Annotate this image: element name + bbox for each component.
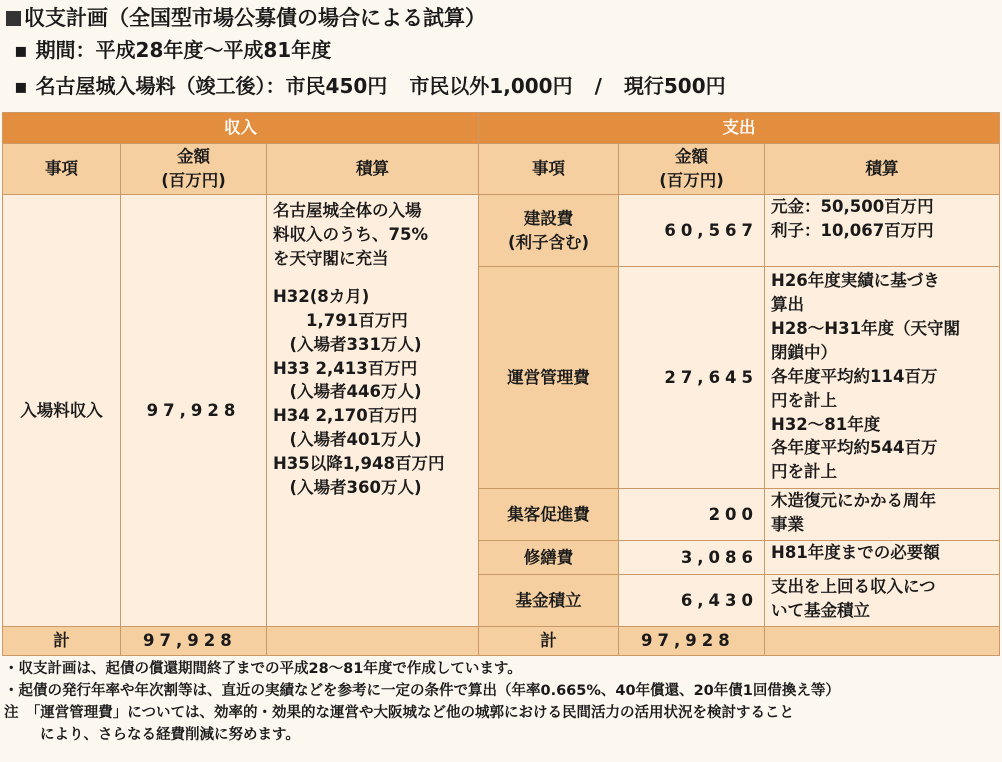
- budget-table: [2, 112, 1000, 656]
- expense-header: 支出: [479, 113, 1000, 144]
- bullet-icon: ▪: [14, 38, 28, 62]
- expense-amount-repair: 3,086: [619, 541, 765, 575]
- text-line: 修繕費: [523, 547, 574, 567]
- amount-header-line1: 金額: [177, 147, 210, 167]
- text-line: 事業: [771, 514, 805, 534]
- text-line: 各年度平均約544百万: [771, 438, 938, 458]
- text-line: (入場者401万人): [273, 430, 422, 450]
- fee-line: [14, 70, 726, 99]
- text-line: H28～H31年度（天守閣: [771, 318, 961, 338]
- income-total-label: 計: [3, 627, 121, 656]
- expense-col-item: 事項: [479, 144, 619, 195]
- text-line: 木造復元にかかる周年: [771, 491, 937, 510]
- text-line: H35以降1,948百万円: [273, 454, 445, 474]
- text-line: H33 2,413百万円: [273, 358, 418, 378]
- expense-calc-construction: [765, 195, 1000, 267]
- expense-total-amount: 97,928: [619, 627, 765, 656]
- amount-header-line1: 金額: [675, 147, 709, 167]
- income-col-item: 事項: [3, 144, 121, 195]
- expense-calc-repair: [765, 541, 1000, 575]
- text-line: (入場者446万人): [273, 382, 422, 402]
- text-line: H32(8カ月): [273, 286, 370, 306]
- expense-col-calc: 積算: [765, 144, 1000, 195]
- text-line: 閉鎖中）: [771, 342, 838, 362]
- footnote-3: 注 「運営管理費」については、効率的・効果的な運営や大阪城など他の城郭における民間活力の活用状況を検討すること: [4, 705, 794, 721]
- expense-item-promotion: [479, 489, 619, 541]
- income-header: 収入: [3, 113, 479, 144]
- amount-header-line2: (百万円): [659, 171, 724, 190]
- text-line: H81年度までの必要額: [771, 543, 940, 562]
- footnote-1: ・収支計画は、起債の償還期間終了までの平成28～81年度で作成しています。: [4, 661, 522, 677]
- text-line: H34 2,170百万円: [273, 406, 418, 426]
- expense-item-repair: [479, 541, 619, 575]
- page-title: [6, 2, 486, 32]
- expense-calc-promotion: [765, 489, 1000, 541]
- square-bullet-icon: [6, 11, 21, 26]
- footnotes: [4, 658, 840, 746]
- text-line: (入場者360万人): [273, 478, 422, 498]
- expense-item-operations: [479, 267, 619, 489]
- column-header-row: [3, 144, 1000, 195]
- footnote-2: ・起債の発行年率や年次割等は、直近の実績などを参考に一定の条件で算出（年率0.665%、40年償還、20年債1回借換え等）: [4, 683, 840, 699]
- category-header-row: [3, 113, 1000, 144]
- amount-header-line2: (百万円): [161, 171, 226, 190]
- footnote-4: [4, 724, 840, 746]
- expense-total-label: 計: [479, 627, 619, 656]
- text-line: 算出: [771, 294, 805, 314]
- text-line: 円を計上: [771, 390, 838, 410]
- footnote-4-text: により、さらなる経費削減に努めます。: [40, 727, 300, 743]
- fee-separator: /: [594, 74, 602, 98]
- income-total-amount: 97,928: [121, 627, 267, 656]
- text-line: H32～81年度: [771, 414, 881, 434]
- text-line: (利子含む): [507, 232, 590, 252]
- text-line: 名古屋城全体の入場: [273, 201, 422, 220]
- income-col-calc: 積算: [267, 144, 479, 195]
- text-line: を天守閣に充当: [273, 248, 389, 268]
- text-line: 1,791百万円: [273, 310, 408, 330]
- expense-amount-fund: 6,430: [619, 575, 765, 627]
- expense-calc-operations: [765, 267, 1000, 489]
- income-item: 入場料収入: [3, 195, 121, 627]
- income-amount: 97,928: [121, 195, 267, 627]
- expense-amount-promotion: 200: [619, 489, 765, 541]
- text-line: 元金：50,500百万円: [771, 197, 934, 216]
- expense-item-construction: [479, 195, 619, 267]
- text-line: 円を計上: [771, 462, 838, 482]
- text-line: 基金積立: [515, 590, 582, 610]
- period-text: 期間：平成28年度～平成81年度: [35, 38, 332, 62]
- bullet-icon: ▪: [14, 74, 28, 98]
- income-calc: [267, 195, 479, 627]
- text-line: 料収入のうち、75%: [273, 224, 428, 244]
- text-line: 各年度平均約114百万: [771, 366, 938, 386]
- expense-amount-construction: 60,567: [619, 195, 765, 267]
- text-line: H26年度実績に基づき: [771, 271, 940, 290]
- expense-col-amount: [619, 144, 765, 195]
- text-line: 集客促進費: [507, 504, 590, 524]
- text-line: 建設費: [523, 208, 574, 228]
- fee-current-text: 現行500円: [623, 74, 726, 98]
- text-line: 利子：10,067百万円: [771, 220, 934, 240]
- expense-amount-operations: 27,645: [619, 267, 765, 489]
- total-row: [3, 627, 1000, 656]
- text-line: (入場者331万人): [273, 334, 422, 354]
- text-line: 支出を上回る収入につ: [771, 577, 936, 596]
- income-col-amount: [121, 144, 267, 195]
- income-total-calc: [267, 627, 479, 656]
- title-text: 収支計画（全国型市場公募債の場合による試算）: [24, 6, 486, 30]
- fee-nonresident-text: 市民以外1,000円: [409, 74, 573, 98]
- text-line: 運営管理費: [507, 367, 590, 387]
- period-line: [14, 34, 331, 63]
- text-line: いて基金積立: [771, 600, 871, 620]
- expense-total-calc: [765, 627, 1000, 656]
- expense-calc-fund: [765, 575, 1000, 627]
- fee-resident-text: 名古屋城入場料（竣工後）：市民450円: [35, 74, 388, 98]
- table-row: [3, 195, 1000, 267]
- expense-item-fund: [479, 575, 619, 627]
- text-line: [273, 271, 472, 285]
